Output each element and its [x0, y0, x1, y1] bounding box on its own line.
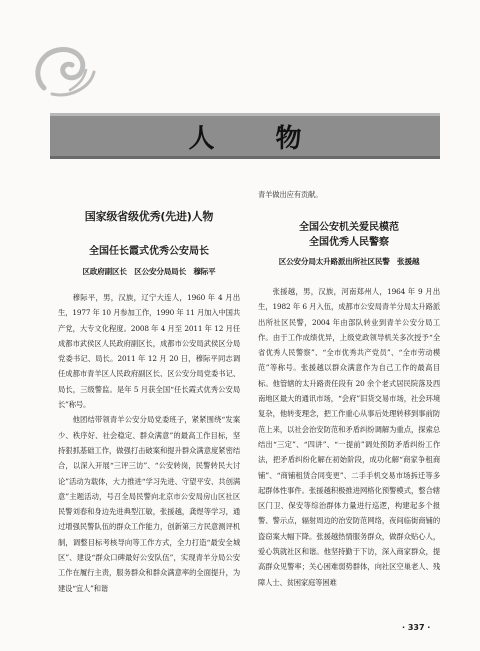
right-column	[258, 220, 440, 590]
paragraph: 穆际平，男，汉族，辽宁大连人，1960 年 4 月出生，1977 年 10 月参加工作，1990 年 11 月加入中国共产党，大专文化程度。2008 年 4 月至 2011 年 12 月任成都市武侯区人民政府副区长，成都市公安局武侯区分局党委书记、局长。2011 年 12 月 20 日，穆际平同志调任成都市青羊区人民政府副区长、区公安分局党委书记、局长，三级警监。是年 5 月获全国“任长霞式优秀公安局长”称号。	[58, 293, 240, 410]
honor-heading: 全国优秀人民警察	[309, 237, 389, 248]
swirl-logo-icon	[30, 38, 100, 100]
honor-heading: 全国任长霞式优秀公安局长	[89, 246, 209, 257]
continuation-text: 青羊做出应有贡献。	[258, 190, 323, 199]
article-body	[58, 290, 240, 596]
category-heading: 国家级省级优秀(先进)人物	[84, 210, 214, 223]
article-body	[258, 284, 440, 590]
person-byline: 区政府副区长 区公安分局局长 穆际平	[82, 267, 216, 276]
paragraph: 张援越，男，汉族，河南郑州人，1964 年 9 月出生，1982 年 6 月入伍，成都市公安局青羊分局太升路派出所社区民警，2004 年由部队转业到青羊公安分局工作。由于工作成绩优异，上级党政领导机关多次授予“全省优秀人民警察”、“全市优秀共产党员”、“全市劳动模范”等称号。张援越以群众满意作为自己工作的最高目标。他管辖的太升路责任段有 20 余个老式居民院落及西南地区最大的通讯市场，“会府”旧货交易市场，社会环境复杂，他转变理念，把工作重心从事后处理转移到事前防范上来，以社会治安防范和矛盾纠纷调解为重点，探索总结出“三定”、“四讲”、“一提前”调处预防矛盾纠纷工作法，把矛盾纠纷化解在初始阶段，成功化解“商家争租商铺”、“商铺租赁合同变更”、二手手机交易市场拆迁等多起群体性事件。张援越积极推进网格化预警模式，整合辖区门卫、保安等综治群体力量进行巡逻，构建起多个报警、警示点，辐射周边的治安防范网络，夜间临街商铺的盗窃案大幅下降。张援越热情服务群众，做群众贴心人，爱心筑就社区和谐。他坚持勤于下访，深入商家群众，提高群众见警率；关心困难弱势群体，向社区空巢老人、残障人士、贫困家庭等困难	[258, 287, 440, 587]
section-banner	[50, 113, 440, 159]
section-title: 人 物	[188, 123, 328, 154]
paragraph: 他团结带领青羊公安分局党委班子，紧紧围绕“发案少、秩序好、社会稳定、群众满意”的最高工作目标，坚持狠抓基础工作，做强打击破案和提升群众满意度紧密结合，以深入开展“三评三访”、“公安转岗，民警转民大讨论”活动为载体，大力推进“学习先进、守望平安、共创满意”主题活动，号召全局民警向北京市公安局房山区社区民警刘春和身边先进典型江敏，张援越，龚煜等学习，通过增强民警队伍的群众工作能力，创新第三方民意测评机制，调整目标考核导向等工作方式，全力打造“最安全城区”、建设“群众口碑最好公安队伍”，实现青羊分局公安工作在履行主责，服务群众和群众满意率的全面提升，为建设“宜人”和谐	[58, 415, 240, 593]
page-number: · 337 ·	[402, 623, 431, 632]
honor-heading: 全国公安机关爱民模范	[299, 222, 399, 233]
left-column	[58, 185, 240, 596]
person-byline: 区公安分局太升路派出所社区民警 张援越	[278, 257, 420, 266]
